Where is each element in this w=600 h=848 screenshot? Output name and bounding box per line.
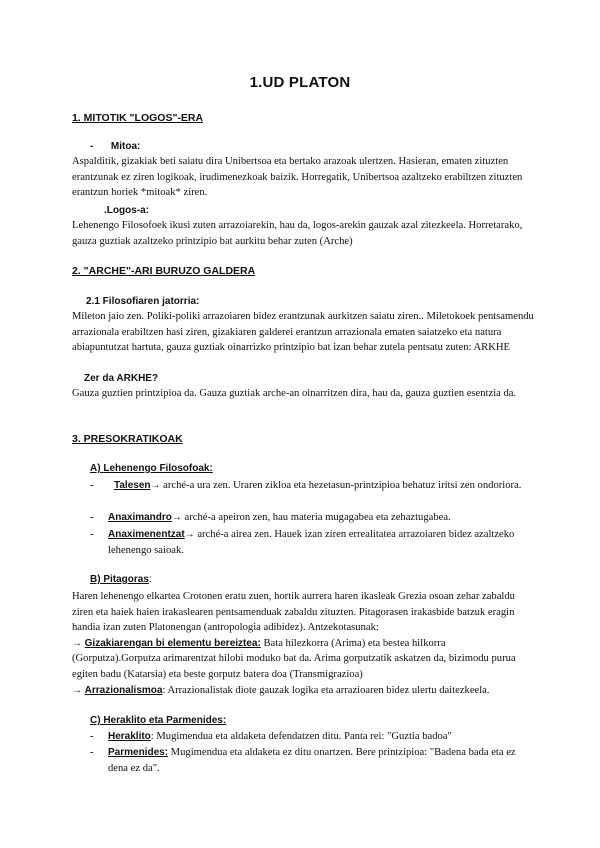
parmenides-name: Parmenides: <box>108 747 169 758</box>
list-item-anaximandro <box>90 510 530 526</box>
list-item-parmenides <box>90 745 530 776</box>
jatorria-subheading: 2.1 Filosofiaren jatorria: <box>86 296 200 307</box>
arrow-icon: → <box>184 529 195 540</box>
heraklito-name: Heraklito <box>108 731 151 742</box>
pitagoras-text-3: : Arrazionalistak diote gauzak logika eta arrazioaren bidez ulertu daitezkeela. <box>162 684 490 696</box>
filosofoak-subheading: A) Lehenengo Filosofoak: <box>90 463 213 474</box>
logos-subheading <box>104 205 149 216</box>
logos-label: Logos-a: <box>106 205 149 216</box>
arkhe-paragraph: Gauza guztien printzipioa da. Gauza guztiak arche-an oinarritzen dira, hau da, gauza guztien esentzia da. <box>72 388 517 399</box>
mitoa-subheading <box>90 141 140 152</box>
arrow-icon: → <box>72 684 82 696</box>
jatorria-paragraph: Mileton jaio zen. Poliki-poliki arrazoiaren bidez erantzunak aurkitzen saiatu ziren.. Miletokoek pentsamendu arrazionala erabiltzen hasi ziren, gizakiaren galderei erantzun arrazionala ematen saiatzeko eta natura abiapuntutzat hartuta, gauza guztiak oinarrizko printzipio bat izan behar zutela pentsatu zuten: ARKHE <box>72 311 534 354</box>
logos-paragraph: Lehenengo Filosofoek ikusi zuten arrazoiarekin, hau da, logos-arekin gauzak azal zitezkeela. Horretarako, gauza guztiak azaltzeko printzipio bat aurkitu behar zuten (Arche) <box>72 220 523 247</box>
pitagoras-subheading <box>90 574 152 585</box>
list-item-talesen <box>90 478 530 494</box>
list-item-heraklito <box>90 729 530 745</box>
parmenides-text: Mugimendua eta aldaketa ez ditu onartzen. Bere printzipioa: "Badena bada eta ez dena ez da". <box>108 747 516 774</box>
section-1-heading: 1. MITOTIK "LOGOS"-ERA <box>72 112 204 124</box>
anaximandro-text: arché-a apeiron zen, hau materia mugagabea eta zehaztugabea. <box>181 512 451 523</box>
bullet-marker: - <box>90 747 94 758</box>
mitoa-marker: - <box>90 141 94 152</box>
gizakiarengan-bold: Gizakiarengan bi elementu bereiztea: <box>84 637 261 649</box>
pitagoras-paragraph <box>72 589 534 698</box>
bullet-marker: - <box>90 731 94 742</box>
arrow-icon: → <box>150 480 161 491</box>
pitagoras-text-2: Bata hilezkorra (Arima) eta bestea hilkorra (Gorputza).Gorputza arimarentzat hilobi moduko bat da. Arima gorputzatik askatzen da, bizimodu purua egiten badu (Katarsia) eta beste gorputz batera doa (Transmigrazioa) <box>72 637 516 680</box>
page-title: 1.UD PLATON <box>249 74 351 91</box>
arkhe-question: Zer da ARKHE? <box>84 373 159 384</box>
heraklito-text: : Mugimendua eta aldaketa defendatzen ditu. Panta rei: "Guztia badoa" <box>150 731 452 742</box>
bullet-marker: - <box>90 480 94 491</box>
section-2-heading: 2. "ARCHE"-ARI BURUZO GALDERA <box>72 265 256 277</box>
pitagoras-text-1: Haren lehenengo elkartea Crotonen eratu zuen, hortik aurrera haren ikasleak Grezia osoan zehar zabaldu ziren eta haiek haien irakaslearen pentsamenduak zabaldu zituzten. Pitagorasen irakasbide batzuk eragin handia izan zuten Platonengan (antropologia adibidez). Antzekotasunak: <box>72 591 515 634</box>
arrazionalismoa-bold: Arrazionalismoa <box>84 684 163 696</box>
arrow-icon: → <box>171 512 182 523</box>
mitoa-paragraph: Aspalditik, gizakiak beti saiatu dira Unibertsoa eta bertako arazoak ulertzen. Hasieran, ematen zituzten erantzunak ez ziren logikoak, irudimenezkoak baizik. Horregatik, Unibertsoa azaltzeko erabiltzen zituzten erantzun horiek *mitoak* ziren. <box>72 156 523 199</box>
list-item-anaximenentzat <box>90 527 530 558</box>
anaximenentzat-name: Anaximenentzat <box>108 529 185 540</box>
mitoa-label: Mitoa: <box>110 141 141 152</box>
bullet-marker: - <box>90 512 94 523</box>
section-3-heading: 3. PRESOKRATIKOAK <box>72 433 183 445</box>
anaximenentzat-text: arché-a airea zen. Hauek izan ziren errealitatea arrazoiaren bidez azaltzeko lehenengo saioak. <box>108 529 515 556</box>
arrow-icon: → <box>72 637 82 649</box>
anaximandro-name: Anaximandro <box>108 512 172 523</box>
talesen-name: Talesen <box>114 480 151 491</box>
pitagoras-colon: : <box>148 574 152 585</box>
logos-marker: . <box>104 205 107 216</box>
heraklito-parmenides-subheading: C) Heraklito eta Parmenides: <box>90 715 227 726</box>
talesen-text: arché-a ura zen. Uraren zikloa eta hezetasun-printzipioa behatuz iritsi zen ondoriora. <box>160 480 522 491</box>
pitagoras-label: B) Pitagoras <box>90 574 149 585</box>
bullet-marker: - <box>90 529 94 540</box>
